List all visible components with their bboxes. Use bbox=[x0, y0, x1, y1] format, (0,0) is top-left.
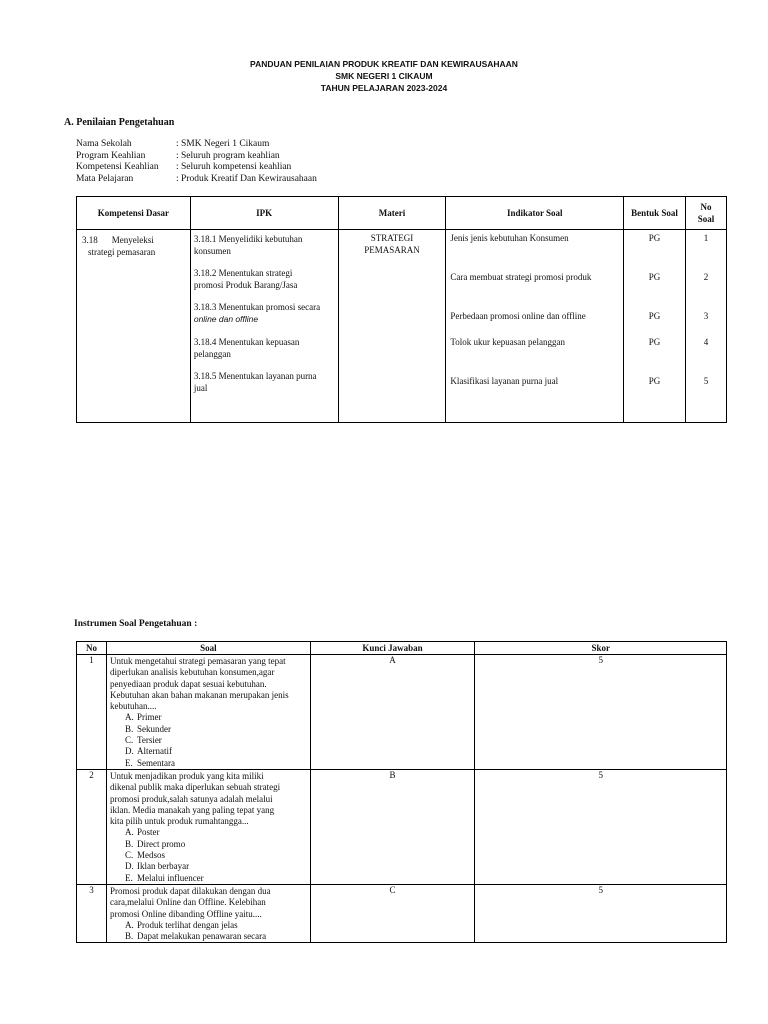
soal-line: kebutuhan.... bbox=[109, 701, 157, 712]
column-header: IPK bbox=[190, 197, 338, 230]
soal-cell bbox=[106, 884, 310, 942]
kisi-kisi-table bbox=[76, 196, 727, 423]
column-header: No bbox=[77, 642, 107, 655]
soal-line: Untuk mengetahui strategi pemasaran yang tepat bbox=[109, 656, 286, 666]
soal-line: promosi Online dibanding Offline yaitu.... bbox=[109, 908, 262, 919]
option-letter: B. bbox=[124, 838, 134, 849]
header-school: SMK NEGERI 1 CIKAUM bbox=[335, 71, 433, 81]
table-row bbox=[77, 655, 727, 770]
skor: 5 bbox=[475, 655, 727, 770]
answer-option bbox=[110, 839, 308, 850]
bentuk-soal-item: PG bbox=[648, 311, 661, 321]
indikator-item: Perbedaan promosi online dan offline bbox=[450, 311, 586, 321]
skor: 5 bbox=[475, 884, 727, 942]
option-letter: D. bbox=[124, 746, 134, 757]
bentuk-soal-item: PG bbox=[648, 376, 661, 386]
column-header: Skor bbox=[475, 642, 727, 655]
kunci-jawaban: C bbox=[310, 884, 475, 942]
soal-line: diperlukan analisis kebutuhan konsumen,agar bbox=[109, 667, 275, 678]
bentuk-soal-item: PG bbox=[648, 233, 661, 243]
answer-option bbox=[110, 861, 308, 872]
document-header bbox=[0, 58, 768, 94]
ipk-line: 3.18.2 Menentukan strategi bbox=[193, 268, 293, 278]
column-header: Kunci Jawaban bbox=[310, 642, 475, 655]
answer-option bbox=[110, 827, 308, 838]
option-text: Melalui influencer bbox=[136, 872, 204, 883]
ipk-line: 3.18.4 Menentukan kepuasan bbox=[193, 337, 300, 347]
no-soal-item: 3 bbox=[703, 311, 709, 321]
option-letter: C. bbox=[124, 735, 134, 746]
materi-cell bbox=[338, 230, 446, 423]
option-letter: A. bbox=[124, 919, 134, 930]
indikator-item: Cara membuat strategi promosi produk bbox=[450, 272, 592, 282]
soal-line: kita pilih untuk produk rumahtangga... bbox=[109, 816, 249, 827]
identity-label: Mata Pelajaran bbox=[76, 173, 134, 184]
table-header-row bbox=[77, 642, 727, 655]
option-text: Produk terlihat dengan jelas bbox=[136, 919, 238, 930]
indikator-item: Klasifikasi layanan purna jual bbox=[450, 376, 559, 386]
option-letter: B. bbox=[124, 931, 134, 942]
answer-option bbox=[110, 873, 308, 884]
bentuk-soal-item: PG bbox=[648, 337, 661, 347]
answer-option bbox=[110, 746, 308, 757]
identity-label: Nama Sekolah bbox=[76, 139, 132, 149]
ipk-line: promosi Produk Barang/Jasa bbox=[193, 280, 298, 290]
identity-value: : Seluruh kompetensi keahlian bbox=[176, 162, 292, 172]
materi-line: STRATEGI bbox=[370, 233, 414, 243]
option-letter: B. bbox=[124, 723, 134, 734]
row-number: 1 bbox=[77, 655, 107, 770]
soal-line: Promosi produk dapat dilakukan dengan dua bbox=[109, 885, 271, 896]
column-header bbox=[686, 197, 727, 230]
ipk-line: pelanggan bbox=[193, 349, 231, 359]
soal-line: dikenal publik maka diperlukan sebuah strategi bbox=[109, 782, 281, 793]
option-text: Medsos bbox=[136, 850, 165, 861]
ipk-line-italic: online dan offline bbox=[193, 314, 259, 324]
skor: 5 bbox=[475, 769, 727, 884]
table-row bbox=[77, 884, 727, 942]
option-letter: E. bbox=[124, 872, 133, 883]
option-letter: D. bbox=[124, 861, 134, 872]
answer-option bbox=[110, 758, 308, 769]
kd-text-2: strategi pemasaran bbox=[88, 247, 156, 257]
kunci-jawaban: B bbox=[310, 769, 475, 884]
table-header-row bbox=[77, 197, 727, 230]
answer-option bbox=[110, 735, 308, 746]
ipk-line: konsumen bbox=[193, 246, 231, 256]
table-row bbox=[77, 230, 727, 423]
answer-option bbox=[110, 712, 308, 723]
option-text: Poster bbox=[136, 827, 160, 838]
ipk-line: jual bbox=[193, 383, 208, 393]
bentuk-soal-cell bbox=[624, 230, 686, 423]
soal-cell bbox=[106, 769, 310, 884]
identity-label: Kompetensi Keahlian bbox=[76, 162, 159, 172]
indikator-item: Jenis jenis kebutuhan Konsumen bbox=[450, 233, 569, 243]
identity-row bbox=[76, 162, 317, 174]
option-letter: A. bbox=[124, 712, 134, 723]
identity-value: : Produk Kreatif Dan Kewirausahaan bbox=[176, 173, 317, 184]
soal-line: cara,melalui Online dan Offline. Kelebihan bbox=[109, 897, 266, 908]
option-letter: C. bbox=[124, 850, 134, 861]
answer-option bbox=[110, 931, 308, 942]
row-number: 2 bbox=[77, 769, 107, 884]
header-year: TAHUN PELAJARAN 2023-2024 bbox=[320, 83, 448, 93]
indikator-cell bbox=[446, 230, 624, 423]
kunci-jawaban: A bbox=[310, 655, 475, 770]
identity-value: : Seluruh program keahlian bbox=[176, 150, 280, 161]
ipk-item bbox=[194, 336, 299, 360]
ipk-cell bbox=[190, 230, 338, 423]
soal-cell bbox=[106, 655, 310, 770]
identity-block bbox=[76, 139, 317, 185]
option-text: Alternatif bbox=[136, 746, 172, 757]
ipk-line: 3.18.5 Menentukan layanan purna bbox=[193, 371, 317, 381]
table-row bbox=[77, 769, 727, 884]
kd-number: 3.18 bbox=[82, 235, 98, 245]
ipk-item bbox=[194, 301, 320, 325]
soal-line: Untuk menjadikan produk yang kita miliki bbox=[109, 770, 264, 781]
instrumen-table bbox=[76, 641, 727, 943]
ipk-item bbox=[194, 233, 302, 257]
soal-line: promosi produk,salah satunya adalah melalui bbox=[109, 793, 273, 804]
option-letter: A. bbox=[124, 827, 134, 838]
ipk-item bbox=[194, 370, 317, 394]
instrumen-title: Instrumen Soal Pengetahuan : bbox=[74, 619, 198, 629]
column-header-no-soal: No Soal bbox=[697, 202, 715, 224]
kompetensi-dasar-cell bbox=[77, 230, 191, 423]
indikator-item: Tolok ukur kepuasan pelanggan bbox=[450, 337, 565, 347]
option-text: Iklan berbayar bbox=[136, 861, 190, 872]
column-header: Indikator Soal bbox=[446, 197, 624, 230]
answer-option bbox=[110, 920, 308, 931]
option-text: Sekunder bbox=[136, 723, 171, 734]
soal-line: iklan. Media manakah yang paling tepat yang bbox=[109, 804, 275, 815]
column-header: Bentuk Soal bbox=[624, 197, 686, 230]
option-letter: E. bbox=[124, 757, 133, 768]
materi-line: PEMASARAN bbox=[364, 245, 420, 255]
option-text: Direct promo bbox=[136, 838, 186, 849]
no-soal-cell bbox=[686, 230, 727, 423]
header-title: PANDUAN PENILAIAN PRODUK KREATIF DAN KEWIRAUSAHAAN bbox=[250, 59, 518, 69]
answer-option bbox=[110, 850, 308, 861]
identity-value: : SMK Negeri 1 Cikaum bbox=[176, 139, 270, 149]
identity-row bbox=[76, 151, 317, 163]
column-header: Kompetensi Dasar bbox=[77, 197, 191, 230]
soal-line: penyediaan produk dapat sesuai kebutuhan. bbox=[109, 678, 267, 689]
identity-label: Program Keahlian bbox=[76, 150, 146, 161]
no-soal-item: 5 bbox=[703, 376, 709, 386]
option-text: Primer bbox=[136, 712, 162, 723]
no-soal-item: 4 bbox=[703, 337, 709, 347]
ipk-line: 3.18.1 Menyelidiki kebutuhan bbox=[193, 234, 303, 244]
kd-line bbox=[82, 234, 190, 246]
bentuk-soal-item: PG bbox=[648, 272, 661, 282]
no-soal-item: 2 bbox=[703, 272, 709, 282]
identity-row bbox=[76, 174, 317, 186]
ipk-item bbox=[194, 267, 298, 291]
soal-line: Kebutuhan akan bahan makanan merupakan jenis bbox=[109, 689, 289, 700]
no-soal-item: 1 bbox=[703, 233, 709, 243]
option-text: Tersier bbox=[136, 735, 162, 746]
column-header: Soal bbox=[106, 642, 310, 655]
ipk-line: 3.18.3 Menentukan promosi secara bbox=[193, 302, 321, 312]
identity-row bbox=[76, 139, 317, 151]
row-number: 3 bbox=[77, 884, 107, 942]
kd-text: Menyeleksi bbox=[111, 235, 154, 245]
option-text: Sementara bbox=[136, 757, 175, 768]
option-text: Dapat melakukan penawaran secara bbox=[136, 931, 267, 942]
column-header: Materi bbox=[338, 197, 446, 230]
answer-option bbox=[110, 724, 308, 735]
section-title: A. Penilaian Pengetahuan bbox=[64, 117, 175, 128]
